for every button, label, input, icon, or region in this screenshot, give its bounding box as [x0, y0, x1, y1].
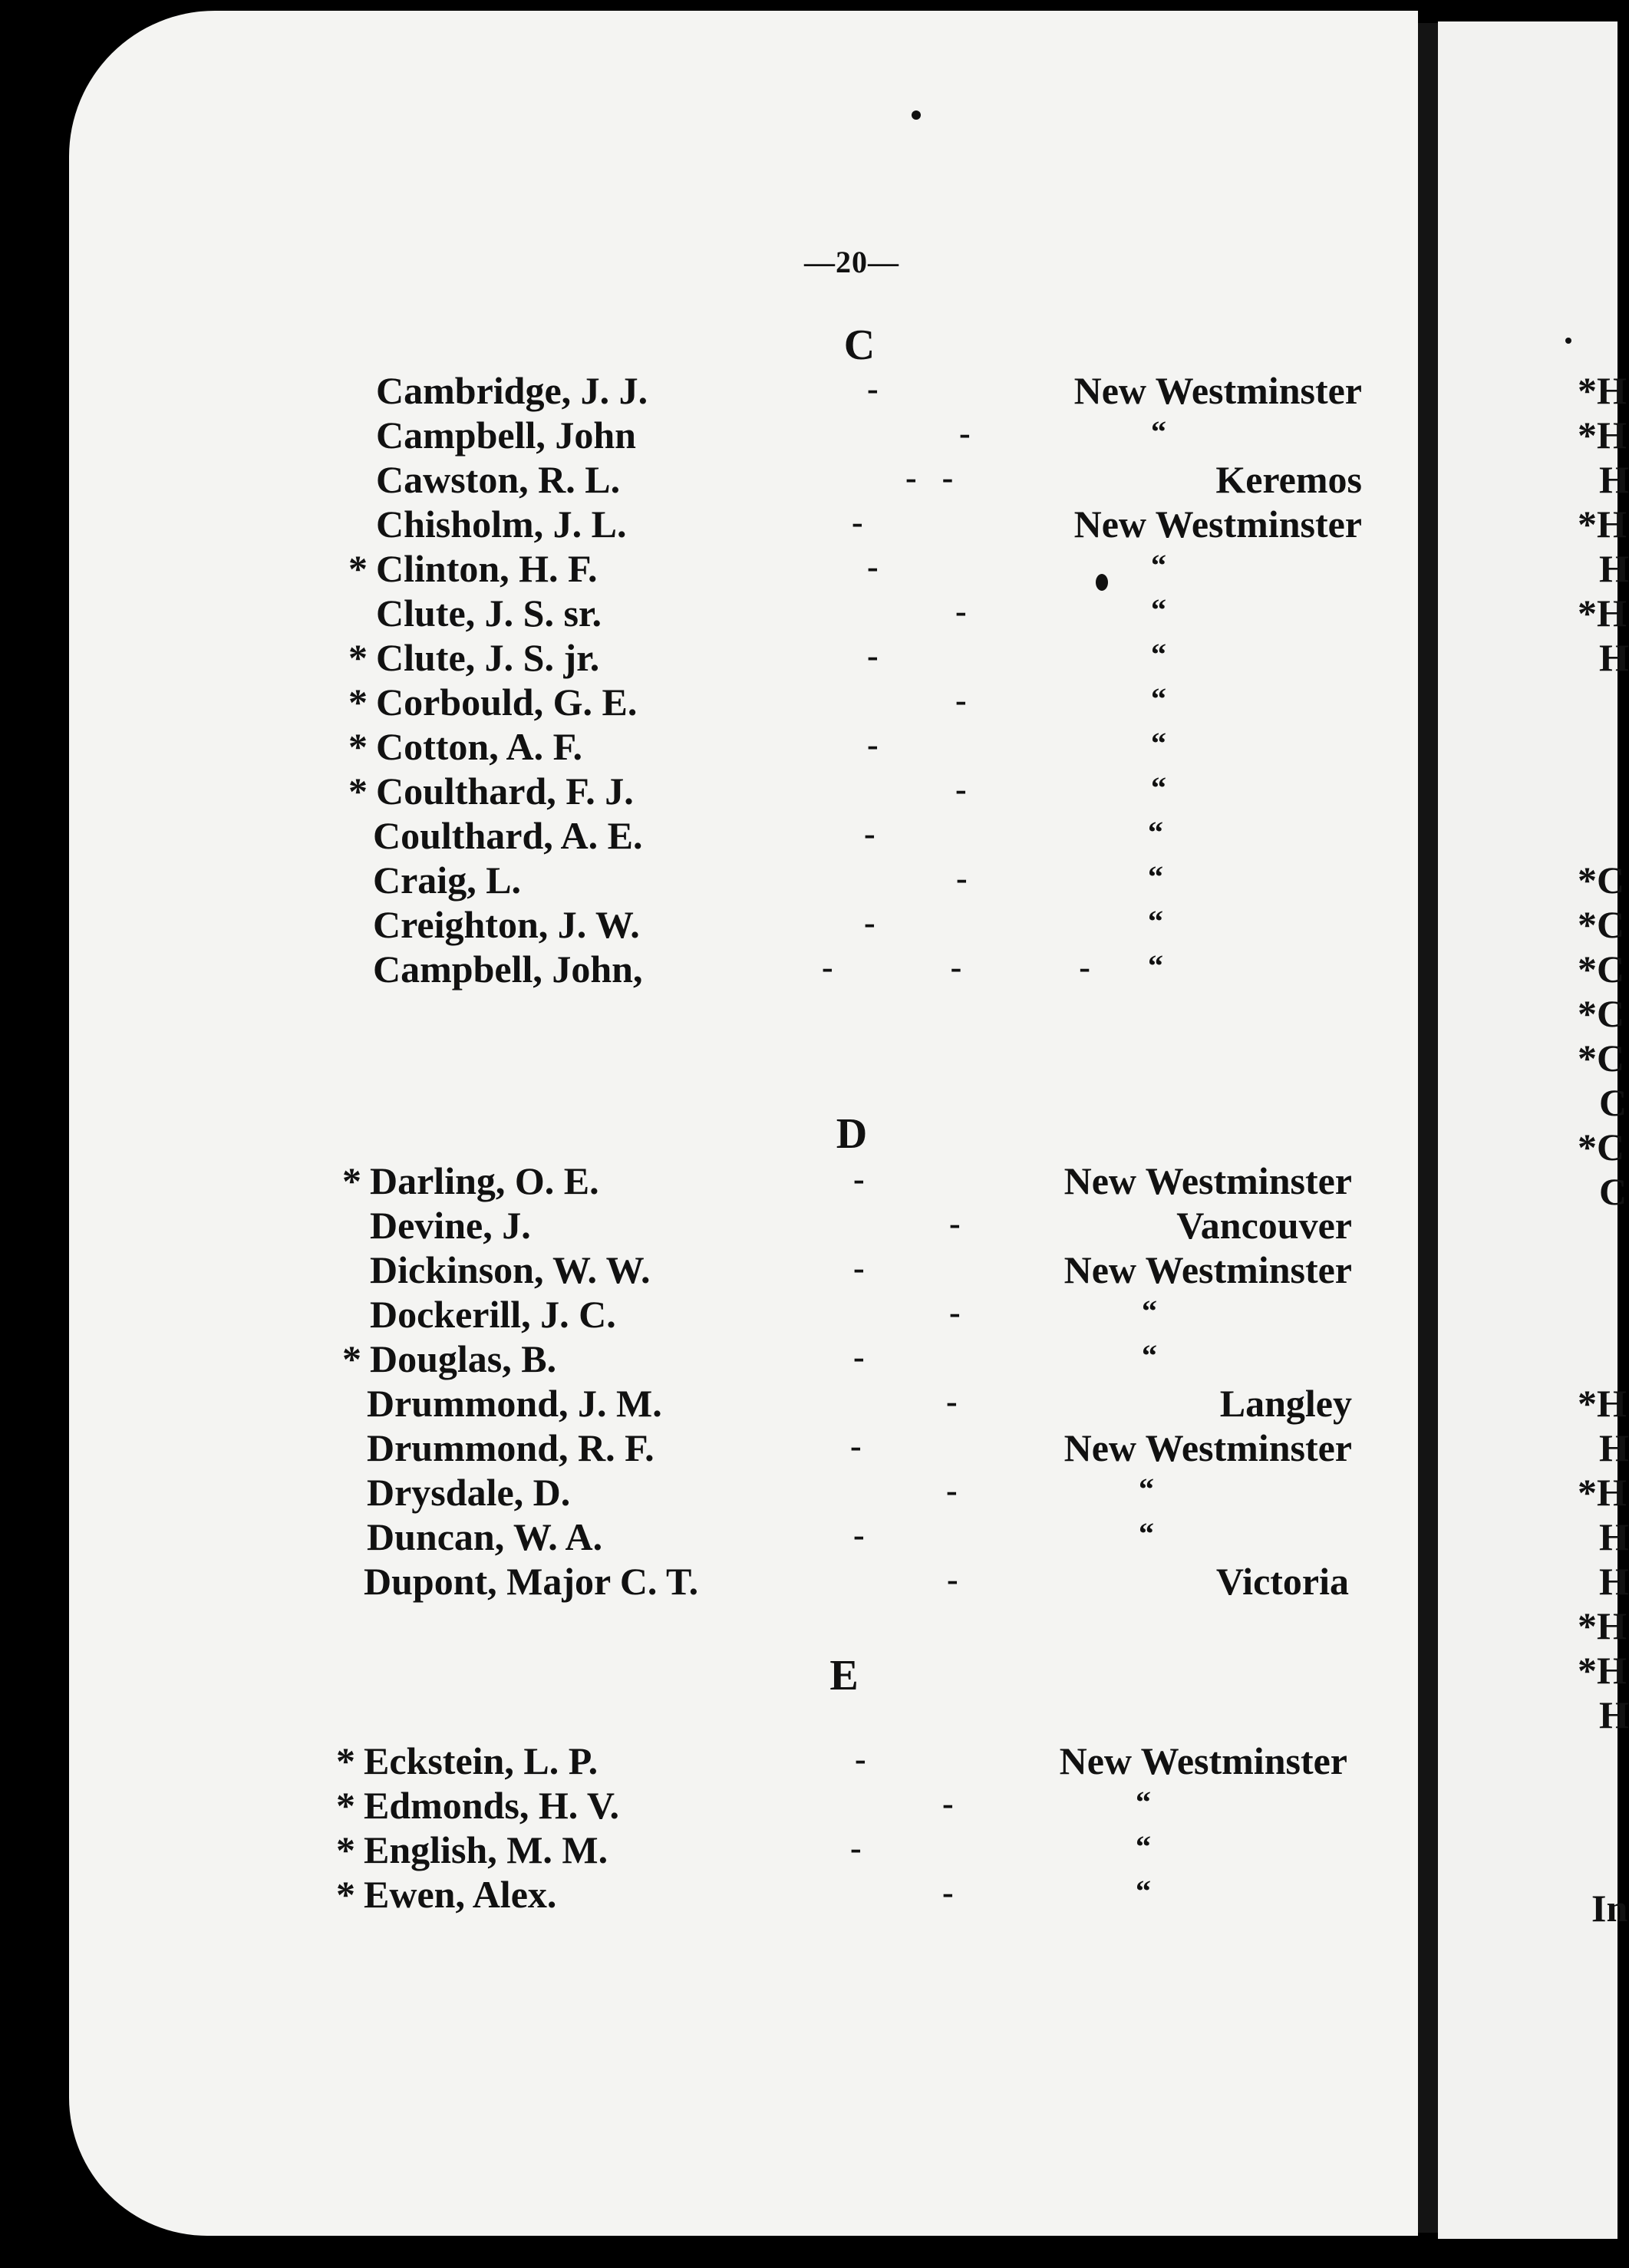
- member-place: New Westminster: [1063, 1426, 1352, 1469]
- right-page-fragment: *C: [1578, 992, 1625, 1035]
- leader-dash: -: [947, 1561, 958, 1598]
- right-page-fragment: H: [1599, 1515, 1629, 1558]
- list-item: [376, 368, 1362, 413]
- book-spine: [1418, 23, 1438, 2233]
- list-item: [376, 502, 1362, 546]
- list-item: [348, 769, 1362, 813]
- member-name: Coulthard, F. J.: [376, 770, 634, 813]
- list-item: [336, 1739, 1347, 1783]
- leader-dash: -: [853, 1249, 865, 1287]
- leader-dash: -: [855, 1740, 866, 1778]
- leader-dash: - -: [905, 459, 954, 496]
- member-name: Dickinson, W. W.: [370, 1248, 651, 1291]
- right-page-fragment: C: [1599, 1081, 1627, 1124]
- section-letter-e: E: [829, 1652, 859, 1699]
- member-name: Edmonds, H. V.: [364, 1784, 620, 1827]
- list-item: [373, 858, 1362, 902]
- ditto-mark: “: [1148, 859, 1165, 894]
- list-item: [373, 813, 1362, 858]
- member-name: Drummond, J. M.: [367, 1382, 662, 1425]
- ditto-mark: “: [1139, 1472, 1156, 1506]
- member-place: New Westminster: [1063, 1248, 1352, 1291]
- list-item: [367, 1470, 1352, 1515]
- list-item: [367, 1426, 1352, 1470]
- ditto-mark: “: [1148, 815, 1165, 849]
- member-name: Clinton, H. F.: [376, 547, 598, 590]
- ditto-mark: “: [1151, 592, 1168, 627]
- right-page-fragment: *H: [1578, 1382, 1627, 1425]
- ditto-mark: “: [1151, 770, 1168, 805]
- right-page-fragment: *H: [1578, 503, 1627, 546]
- member-place: New Westminster: [1073, 503, 1362, 546]
- leader-dash: - - -: [822, 948, 1113, 986]
- list-item: [336, 1783, 1347, 1828]
- member-name: Cambridge, J. J.: [376, 369, 648, 412]
- right-page-fragment: *C: [1578, 903, 1625, 946]
- member-name: Craig, L.: [373, 859, 522, 902]
- ditto-mark: “: [1148, 904, 1165, 938]
- leader-dash: -: [955, 770, 967, 808]
- right-page-fragment: *H: [1578, 369, 1627, 412]
- list-item: [336, 1872, 1347, 1917]
- member-place: Vancouver: [1176, 1204, 1352, 1247]
- leader-dash: -: [867, 637, 879, 674]
- ditto-mark: “: [1136, 1874, 1153, 1908]
- member-place: New Westminster: [1073, 369, 1362, 412]
- list-item: [367, 1381, 1352, 1426]
- leader-dash: -: [955, 592, 967, 630]
- leader-dash: -: [853, 1160, 865, 1198]
- right-page-fragment: *C: [1578, 1126, 1625, 1169]
- list-item: [348, 724, 1362, 769]
- member-place: New Westminster: [1059, 1739, 1347, 1782]
- list-item: [373, 902, 1362, 947]
- star-marker: *: [342, 1337, 361, 1380]
- leader-dash: -: [946, 1383, 958, 1420]
- leader-dash: -: [959, 414, 971, 452]
- right-page-fragment: *H: [1578, 1471, 1627, 1514]
- leader-dash: -: [955, 681, 967, 719]
- list-item: [348, 546, 1362, 591]
- leader-dash: -: [942, 1874, 954, 1911]
- list-item: [348, 680, 1362, 724]
- star-marker: *: [336, 1873, 355, 1916]
- leader-dash: -: [867, 548, 879, 585]
- right-page-fragment: In: [1591, 1887, 1628, 1930]
- member-name: Drummond, R. F.: [367, 1426, 655, 1469]
- star-marker: *: [336, 1784, 355, 1827]
- right-page-fragment: H: [1599, 1560, 1629, 1603]
- member-place: New Westminster: [1063, 1159, 1352, 1202]
- list-item: [376, 413, 1362, 457]
- star-marker: *: [348, 770, 368, 813]
- leader-dash: -: [867, 726, 879, 763]
- member-name: Corbould, G. E.: [376, 681, 638, 724]
- member-name: Dockerill, J. C.: [370, 1293, 616, 1336]
- ditto-mark: “: [1151, 414, 1168, 449]
- leader-dash: -: [850, 1427, 862, 1465]
- right-page-fragment: *H: [1578, 414, 1627, 457]
- leader-dash: -: [867, 370, 879, 407]
- member-name: Campbell, John,: [373, 948, 643, 991]
- leader-dash: -: [949, 1205, 961, 1242]
- print-speck: [1565, 338, 1571, 344]
- member-name: Cawston, R. L.: [376, 458, 621, 501]
- member-name: Chisholm, J. L.: [376, 503, 627, 546]
- member-name: Drysdale, D.: [367, 1471, 571, 1514]
- right-page-fragment: H: [1599, 1693, 1629, 1736]
- member-name: Duncan, W. A.: [367, 1515, 603, 1558]
- member-name: Eckstein, L. P.: [364, 1739, 599, 1782]
- leader-dash: -: [864, 815, 876, 852]
- leader-dash: -: [850, 1829, 862, 1867]
- member-name: Clute, J. S. sr.: [376, 592, 602, 635]
- section-letter-d: D: [836, 1110, 868, 1158]
- ditto-mark: “: [1151, 726, 1168, 760]
- leader-dash: -: [853, 1338, 865, 1376]
- member-name: Creighton, J. W.: [373, 903, 640, 946]
- ditto-mark: “: [1142, 1294, 1159, 1328]
- ditto-mark: “: [1136, 1829, 1153, 1864]
- member-name: Darling, O. E.: [370, 1159, 599, 1202]
- right-page-fragment: *C: [1578, 859, 1625, 902]
- ditto-mark: “: [1151, 548, 1168, 582]
- leader-dash: -: [852, 503, 863, 541]
- section-letter-c: C: [843, 321, 876, 369]
- list-item: [342, 1337, 1352, 1381]
- star-marker: *: [348, 725, 368, 768]
- leader-dash: -: [949, 1294, 961, 1331]
- print-speck: [912, 110, 921, 120]
- page-number: —20—: [804, 245, 899, 279]
- list-item: [348, 635, 1362, 680]
- member-name: Coulthard, A. E.: [373, 814, 643, 857]
- right-page-fragment: *H: [1578, 1649, 1627, 1692]
- star-marker: *: [336, 1828, 355, 1871]
- list-item: [342, 1159, 1352, 1203]
- list-item: [336, 1828, 1347, 1872]
- star-marker: *: [342, 1159, 361, 1202]
- right-page-fragment: C: [1599, 1170, 1627, 1213]
- ditto-mark: “: [1151, 637, 1168, 671]
- star-marker: *: [336, 1739, 355, 1782]
- list-item: [370, 1292, 1352, 1337]
- right-page-fragment: *H: [1578, 592, 1627, 635]
- leader-dash: -: [864, 904, 876, 941]
- star-marker: *: [348, 547, 368, 590]
- ditto-mark: “: [1136, 1785, 1153, 1819]
- member-name: Campbell, John: [376, 414, 636, 457]
- list-item: [376, 591, 1362, 635]
- ditto-mark: “: [1139, 1516, 1156, 1551]
- leader-dash: -: [942, 1785, 954, 1822]
- list-item: [370, 1248, 1352, 1292]
- star-marker: *: [348, 636, 368, 679]
- member-name: Cotton, A. F.: [376, 725, 583, 768]
- ditto-mark: “: [1151, 681, 1168, 716]
- member-name: Clute, J. S. jr.: [376, 636, 600, 679]
- member-name: Devine, J.: [370, 1204, 531, 1247]
- list-item: [364, 1559, 1349, 1604]
- right-page-fragment: *C: [1578, 1037, 1625, 1080]
- member-name: Ewen, Alex.: [364, 1873, 557, 1916]
- member-place: Keremos: [1215, 458, 1362, 501]
- member-name: Douglas, B.: [370, 1337, 557, 1380]
- list-item: [370, 1203, 1352, 1248]
- ditto-mark: “: [1148, 948, 1165, 983]
- leader-dash: -: [956, 859, 968, 897]
- right-page-fragment: *C: [1578, 948, 1625, 991]
- member-place: Langley: [1219, 1382, 1352, 1425]
- list-item: [373, 947, 1362, 991]
- right-page-fragment: H: [1599, 1426, 1629, 1469]
- right-page-fragment: *H: [1578, 1604, 1627, 1647]
- list-item: [367, 1515, 1352, 1559]
- member-name: English, M. M.: [364, 1828, 608, 1871]
- right-page-fragment: H: [1599, 547, 1629, 590]
- star-marker: *: [348, 681, 368, 724]
- leader-dash: -: [946, 1472, 958, 1509]
- member-name: Dupont, Major C. T.: [364, 1560, 699, 1603]
- right-page-fragment: H: [1599, 458, 1629, 501]
- member-place: Victoria: [1215, 1560, 1349, 1603]
- list-item: [376, 457, 1362, 502]
- right-page-fragment: H: [1599, 636, 1629, 679]
- leader-dash: -: [853, 1516, 865, 1554]
- ditto-mark: “: [1142, 1338, 1159, 1373]
